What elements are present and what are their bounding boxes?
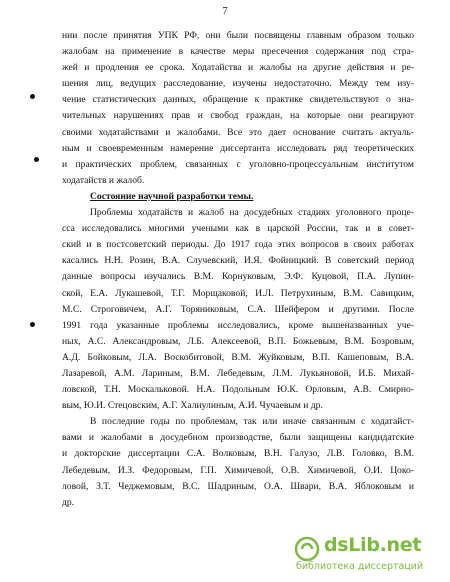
text-line: вым, Ю.И. Стецовским, А.Г. Халиулиным, А.И. Чучаевым и др. xyxy=(62,400,323,412)
text-line: М.С. Строговичем, А.Г. Торяниковым, С.А. Шейфером и другими. После xyxy=(62,303,414,315)
text-line: Лазаревой, А.М. Лариным, В.М. Лебедевым, Л.М. Лукьяновой, И.Б. Михай- xyxy=(62,367,414,379)
page-number: 7 xyxy=(222,6,228,17)
text-line: Лебедевым, И.З. Федоровым, Г.П. Химичевой, О.В. Химичевой, О.И. Цоко- xyxy=(62,464,414,476)
dslib-logo-icon xyxy=(294,536,320,562)
text-line: нии после принятия УПК РФ, они были посвящены главным образом только xyxy=(62,30,414,41)
text-line: ловской, Т.Н. Москальковой. Н.А. Подольным Ю.К. Орловым, А.В. Смирно- xyxy=(62,384,414,396)
text-line: ской, Е.А. Лукашевой, Т.Г. Морщаковой, И.Л. Петрухиным, В.М. Савицким, xyxy=(62,287,414,299)
text-line: вами и жалобами в досудебном производстве, были защищены кандидатские xyxy=(62,432,414,444)
margin-mark xyxy=(34,157,39,162)
text-line: жалобам на применение в качестве меры пресечения содержания под стра- xyxy=(62,46,414,58)
text-line: и практических проблем, связанных с уголовно-процессуальным институтом xyxy=(62,158,414,170)
text-line: шения лиц, ведущих расследование, изучены недостаточно. Между тем изу- xyxy=(62,78,414,90)
section-heading xyxy=(62,189,414,205)
text-line: своими ходатайствами и жалобами. Все это дает основание считать актуаль- xyxy=(62,126,414,138)
section-heading-text: Состояние научной разработки темы. xyxy=(90,190,254,202)
text-line: А.Д. Бойковым, Л.А. Воскобитовой, В.М. Жуйковым, В.П. Кашеповым, В.А. xyxy=(62,351,414,363)
text-line: В последние годы по проблемам, так или иначе связанным с ходатайст- xyxy=(90,416,414,428)
paragraph xyxy=(62,28,414,189)
text-line: ловой, З.Т. Чеджемовым, В.С. Шадриным, О.А. Швари, В.А. Яблоковым и xyxy=(62,480,414,492)
watermark-tagline: библиотека диссертаций xyxy=(296,561,424,572)
text-line: и докторские диссертации С.А. Волковым, В.Н. Галузо, Л.В. Головко, В.М. xyxy=(62,448,414,460)
dslib-watermark xyxy=(294,534,442,576)
text-line: чение статистических данных, обращение к практике свидетельствуют о зна- xyxy=(62,94,414,106)
dissertation-page-text xyxy=(62,28,414,511)
text-line: др. xyxy=(62,496,75,508)
text-line: Проблемы ходатайств и жалоб на досудебных стадиях уголовного проце- xyxy=(90,207,414,219)
text-line: чительных нарушениях прав и свобод граждан, на которые они реагируют xyxy=(62,110,414,122)
paragraph xyxy=(62,414,414,511)
watermark-site-name: dsLib.net xyxy=(324,534,422,556)
text-line: касались Н.Н. Розин, В.А. Случевский, И.Я. Фойницкий. В советский период xyxy=(62,255,414,267)
paragraph xyxy=(62,205,414,414)
text-line: жей и продления ее срока. Ходатайства и жалобы на другие действия и ре- xyxy=(62,62,414,74)
text-line: сса исследовались многими учеными как в царской России, так и в совет- xyxy=(62,223,414,235)
text-line: ных, А.С. Александровым, Л.Б. Алексеевой, В.П. Божьевым, В.М. Бозровым, xyxy=(62,335,414,347)
text-line: ным и своевременным намерение диссертанта исследовать ряд теоретических xyxy=(62,142,414,154)
text-line: данные вопросы изучались В.М. Корнуковым, Э.Ф. Куцовой, П.А. Лупин- xyxy=(62,271,414,283)
margin-mark xyxy=(30,94,35,99)
text-line: 1991 года указанные проблемы исследовались, кроме вышеназванных уче- xyxy=(62,319,414,331)
text-line: ский и в постсоветский периоды. До 1917 года этих вопросов в своих работах xyxy=(62,239,414,251)
margin-mark xyxy=(30,322,35,327)
text-line: ходатайств и жалоб. xyxy=(62,174,145,186)
